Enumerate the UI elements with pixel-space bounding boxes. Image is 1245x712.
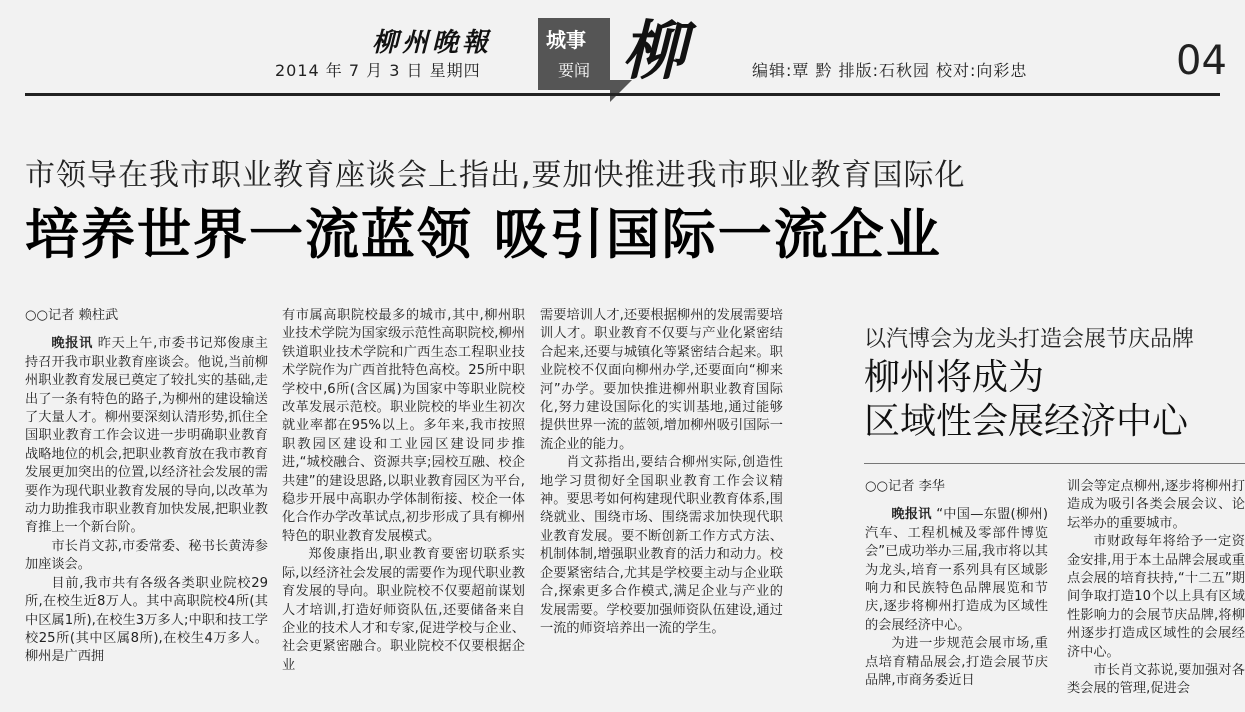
sidebar-paragraph: 市财政每年将给予一定资金安排,用于本土品牌会展或重点会展的培育扶持,“十二五”期间争取打造10个以上具有区域性影响力的会展节庆品牌,将柳州逐步打造成区域性的会展经济中心。 [1067,534,1245,660]
sidebar-paragraph: 为进一步规范会展市场,重点培育精品展会,打造会展节庆品牌,市商务委近日 [865,636,1048,689]
paragraph-text: 昨天上午,市委书记郑俊康主持召开我市职业教育座谈会。他说,当前柳州职业教育发展已奠定了较扎实的基础,走出了一条有特色的路子,为柳州的建设输送了大量人才。柳州要深刻认清形势,抓住全国职业教育工作会议进一步明确职业教育战略地位的机会,把职业教育放在我市教育发展更加突出的位置,以经济社会发展的需要作为现代职业教育发展的导向,以改革为动力助推我市职业教育加快发展,把职业教育推上一个新台阶。 [25,336,268,536]
sidebar-headline-line: 区域性会展经济中心 [864,401,1189,442]
paragraph-text: “中国—东盟(柳州)汽车、工程机械及零部件博览会”已成功举办三届,我市将以其为龙头,培育一系列具有区域影响力和民族特色品牌展览和节庆,逐步将柳州打造成为区域性的会展经济中心。 [865,507,1048,633]
section-badge-top: 城事 [546,28,586,52]
article-subheadline: 市领导在我市职业教育座谈会上指出,要加快推进我市职业教育国际化 [25,158,966,193]
article-paragraph: 有市属高职院校最多的城市,其中,柳州职业技术学院为国家级示范性高职院校,柳州铁道职业技术学院和广西生态工程职业技术学院作为广西首批特色高校。25所中职学校中,6所(含区属)为国家中等职业院校改革发展示范校。职业院校的毕业生初次就业率都在95%以上。多年来,我市按照职教园区建设和工业园区建设同步推进,“城校融合、资源共享;园校互融、校企共建”的建设思路,以职业教育园区为平台,稳步开展中高职办学体制衔接、校企一体化合作办学改革试点,初步形成了具有柳州特色的职业教育发展模式。 [282,308,525,544]
article-paragraph: 目前,我市共有各级各类职业院校29所,在校生近8万人。其中高职院校4所(其中区属1所),在校生3万多人;中职和技工学校25所(其中区属8所),在校生4万多人。柳州是广西拥 [25,575,268,665]
header-divider [25,93,1220,96]
lead-tag: 晚报讯 [51,336,93,352]
section-badge [538,18,610,90]
article-column-3 [540,307,783,638]
article-headline: 培养世界一流蓝领 吸引国际一流企业 [25,203,942,266]
sidebar-column-1 [865,478,1048,690]
newspaper-masthead: 柳州晚報 [372,28,493,58]
article-paragraph: 郑俊康指出,职业教育要密切联系实际,以经济社会发展的需要作为现代职业教育发展的导向。职业院校不仅要超前谋划人才培训,打造好师资队伍,还要储备来自企业的技术人才和专家,促进学校与企业、社会更紧密融合。职业院校不仅要根据企业 [282,547,525,673]
sidebar-headline [864,356,1244,444]
article-paragraph: 肖文荪指出,要结合柳州实际,创造性地学习贯彻好全国职业教育工作会议精神。要思考如何构建现代职业教育体系,围绕就业、围绕市场、围绕需求加快现代职业教育发展。要不断创新工作方式方法、机制体制,增强职业教育的活力和动力。校企要紧密结合,尤其是学校要主动与企业联合,探索更多合作模式,满足企业与产业的发展需要。学校要加强师资队伍建设,通过一流的师资培养出一流的学生。 [540,455,783,636]
sidebar-paragraph [865,506,1048,635]
article-byline: ○○记者 赖柱武 [25,308,119,323]
page-number: 04 [1176,38,1227,84]
article-paragraph: 市长肖文荪,市委常委、秘书长黄涛参加座谈会。 [25,538,268,573]
article-column-2 [282,307,525,675]
article-column-1 [25,307,268,667]
sidebar-divider [864,463,1245,464]
sidebar-byline: ○○记者 李华 [865,479,945,494]
issue-date: 2014 年 7 月 3 日 星期四 [275,61,481,80]
sidebar-headline-line: 柳州将成为 [864,357,1045,398]
sidebar-paragraph: 训会等定点柳州,逐步将柳州打造成为吸引各类会展会议、论坛举办的重要城市。 [1067,479,1245,531]
section-calligraphy-char: 柳 [622,14,686,89]
editor-credits: 编辑:覃 黔 排版:石秋园 校对:向彩忠 [752,61,1028,80]
lead-tag: 晚报讯 [891,507,932,523]
sidebar-paragraph: 市长肖文荪说,要加强对各类会展的管理,促进会 [1067,663,1245,697]
article-paragraph [25,335,268,537]
section-badge-bottom: 要闻 [558,61,591,80]
sidebar-column-2 [1067,478,1245,699]
article-paragraph: 需要培训人才,还要根据柳州的发展需要培训人才。职业教育不仅要与产业化紧密结合起来,还要与城镇化等紧密结合起来。职业院校不仅面向柳州办学,还要面向“柳来河”办学。要加快推进柳州职业教育国际化,努力建设国际化的实训基地,通过能够提供世界一流的蓝领,增加柳州吸引国际一流企业的能力。 [540,308,783,452]
sidebar-subheadline: 以汽博会为龙头打造会展节庆品牌 [864,327,1195,352]
